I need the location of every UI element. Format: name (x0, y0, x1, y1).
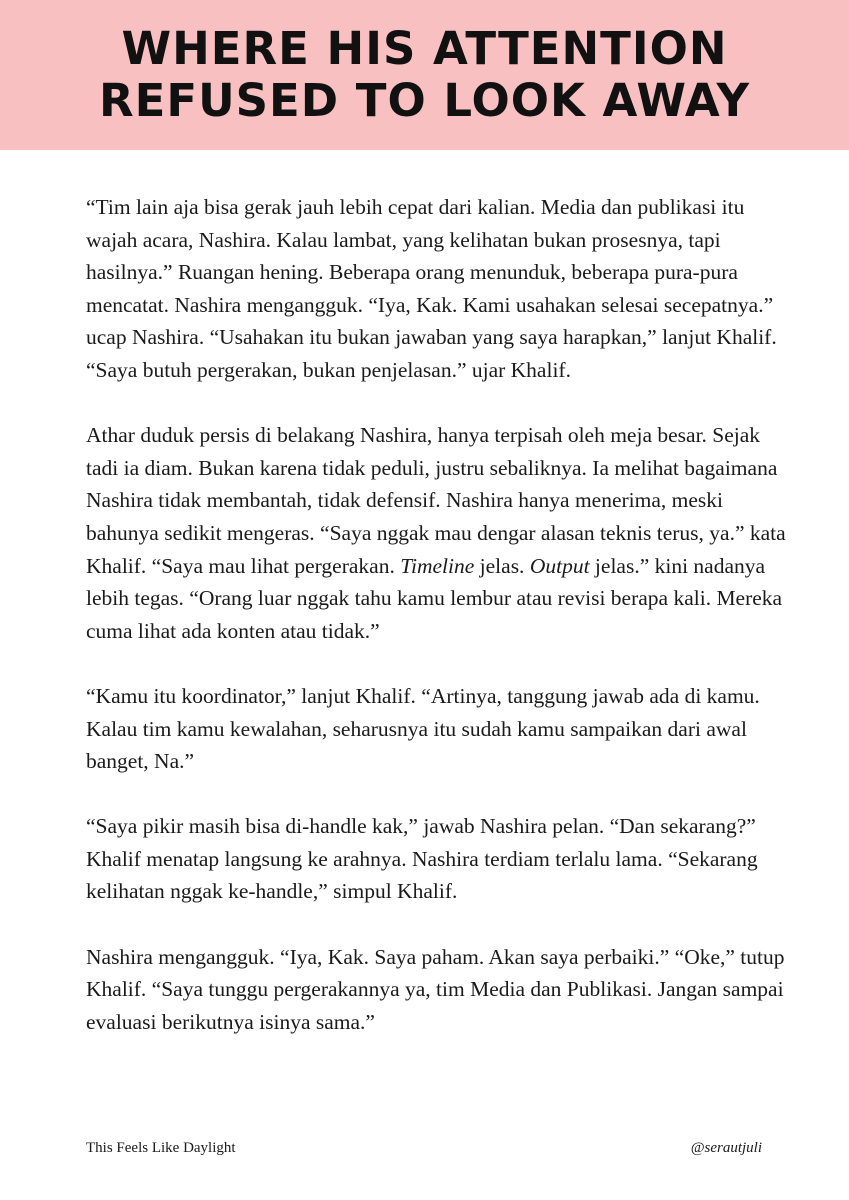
paragraph-4: “Saya pikir masih bisa di-handle kak,” jawab Nashira pelan. “Dan sekarang?” Khalif menatap langsung ke arahnya. Nashira terdiam terlalu lama. “Sekarang kelihatan nggak ke-handle,” simpul Khalif. (86, 814, 758, 904)
paragraph-1: “Tim lain aja bisa gerak jauh lebih cepat dari kalian. Media dan publikasi itu wajah acara, Nashira. Kalau lambat, yang kelihatan bukan prosesnya, tapi hasilnya.” Ruangan hening. Beberapa orang menunduk, beberapa pura-pura mencatat. Nashira mengangguk. “Iya, Kak. Kami usahakan selesai secepatnya.” ucap Nashira. “Usahakan itu bukan jawaban yang saya harapkan,” lanjut Khalif. “Saya butuh pergerakan, bukan penjelasan.” ujar Khalif. (86, 195, 777, 382)
italic-output: Output (529, 553, 590, 578)
paragraph-2-part-1: Athar duduk persis di belakang Nashira, hanya terpisah oleh meja besar. Sejak tadi ia diam. Bukan karena tidak peduli, justru sebaliknya. Ia melihat bagaimana Nashira tidak membantah, tidak defensif. Nashira hanya menerima, meski bahunya sedikit mengeras. “Saya nggak mau dengar alasan teknis terus, ya.” kata Khalif. “Saya mau lihat pergerakan. (86, 423, 786, 578)
book-title: This Feels Like Daylight (86, 1140, 236, 1156)
paragraph-5: Nashira mengangguk. “Iya, Kak. Saya paham. Akan saya perbaiki.” “Oke,” tutup Khalif. “Saya tunggu pergerakannya ya, tim Media dan Publikasi. Jangan sampai evaluasi berikutnya isinya sama.” (86, 944, 785, 1034)
italic-timeline: Timeline (400, 553, 475, 578)
page-title-line-1: WHERE HIS ATTENTION (121, 22, 728, 75)
story-body (86, 191, 786, 1038)
paragraph-2-part-2: jelas. (474, 553, 530, 578)
author-handle: @serautjuli (690, 1140, 762, 1156)
paragraph-3: “Kamu itu koordinator,” lanjut Khalif. “Artinya, tanggung jawab ada di kamu. Kalau tim kamu kewalahan, seharusnya itu sudah kamu sampaikan dari awal banget, Na.” (86, 683, 760, 774)
title-banner (0, 0, 849, 150)
paragraph-2 (86, 419, 786, 647)
page-title-line-2: REFUSED TO LOOK AWAY (98, 74, 751, 127)
paragraph-2-part-3: jelas.” kini nadanya lebih tegas. “Orang luar nggak tahu kamu lembur atau revisi berapa kali. Mereka cuma lihat ada konten atau tidak.” (86, 553, 783, 643)
